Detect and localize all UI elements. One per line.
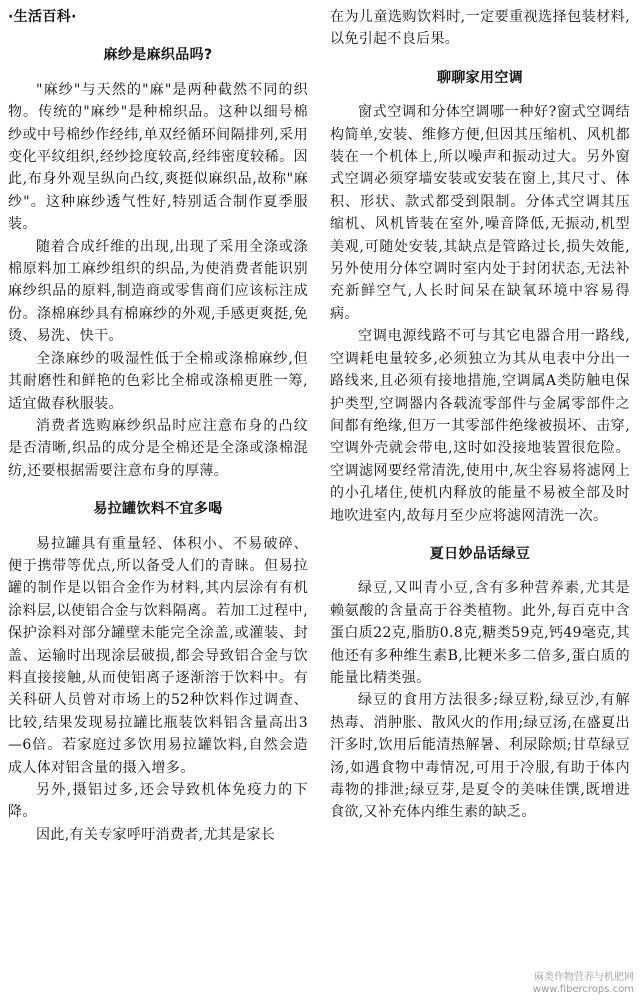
article-paragraph: 随着合成纤维的出现,出现了采用全涤或涤棉原料加工麻纱组织的织品,为使消费者能识别麻纱织品的原料,制造商或零售商们应该标注成份。涤棉麻纱具有棉麻纱的外观,手感更爽挺,免烫、易洗、快干。 — [8, 238, 308, 345]
article-title-aircon: 聊聊家用空调 — [436, 69, 524, 86]
section-tag: ·生活百科· — [8, 9, 77, 25]
article-paragraph: "麻纱"与天然的"麻"是两种截然不同的织物。传统的"麻纱"是种棉织品。这种以细号棉纱或中号棉纱作经纬,单双经循环间隔排列,采用变化平纹组织,经纱捻度较高,经纬密度较稀。因此,布身外观呈纵向凸纹,爽挺似麻织品,故称"麻纱"。这种麻纱透气性好,特别适合制作夏季服装。 — [8, 81, 308, 233]
right-column — [330, 6, 630, 824]
article-continuation: 在为儿童选购饮料时,一定要重视选择包装材料,以免引起不良后果。 — [330, 9, 630, 48]
article-title-mungbean: 夏日妙品话绿豆 — [429, 545, 531, 562]
article-paragraph: 消费者选购麻纱织品时应注意布身的凸纹是否清晰,织品的成分是全棉还是全涤或涤棉混纺,还要根据需要注意布身的厚薄。 — [8, 417, 308, 479]
left-column — [8, 6, 308, 846]
article-paragraph: 绿豆的食用方法很多;绿豆粉,绿豆沙,有解热毒、消肿胀、散风火的作用;绿豆汤,在盛夏出汗多时,饮用后能清热解暑、利尿除烦;甘草绿豆汤,如遇食物中毒情况,可用于冷服,有助于体内毒物的排泄;绿豆芽,是夏令的美味佳馔,既增进食欲,又补充体内维生素的缺乏。 — [330, 692, 630, 821]
watermark-site-name: 麻类作物营养与机肥网 — [534, 972, 634, 983]
article-paragraph: 另外,摄铝过多,还会导致机体免疫力的下降。 — [8, 782, 308, 821]
article-paragraph: 窗式空调和分体空调哪一种好?窗式空调结构简单,安装、维修方便,但因其压缩机、风机都装在一个机体上,所以噪声和振动过大。另外窗式空调必须穿墙安装或安装在窗上,其尺寸、体积、形状、款式都受到限制。分体式空调其压缩机、风机皆装在室外,噪音降低,无振动,机型美观,可随处安装,其缺点是管路过长,损失效能,另外使用分体空调时室内处于封闭状态,无法补充新鲜空气,人长时间呆在缺氧环境中容易得病。 — [330, 104, 630, 322]
watermark-url: www.fibercrops.com — [532, 984, 634, 995]
article-paragraph: 全涤麻纱的吸湿性低于全棉或涤棉麻纱,但其耐磨性和鲜艳的色彩比全棉或涤棉更胜一筹,适宜做春秋服装。 — [8, 350, 308, 412]
article-title-ramie: 麻纱是麻织品吗? — [103, 47, 213, 64]
article-paragraph: 空调电源线路不可与其它电器合用一路线,空调耗电量较多,必须独立为其从电表中分出一路线来,且必须有接地措施,空调属A类防触电保护类型,空调器内各载流零部件与金属零部件之间都有绝缘,但万一其零部件绝缘被损坏、击穿,空调外壳就会带电,这时如没接地装置很危险。空调滤网要经常清洗,使用中,灰尘容易将滤网上的小孔堵住,使机内释放的能量不易被全部及时地吹进室内,故每月至少应将滤网清洗一次。 — [330, 328, 630, 524]
article-paragraph: 因此,有关专家呼吁消费者,尤其是家长 — [36, 826, 276, 843]
article-paragraph: 易拉罐具有重量轻、体积小、不易破碎、便于携带等优点,所以备受人们的青睐。但易拉罐的制作是以铝合金作为材料,其内层涂有有机涂料层,以使铝合金与饮料隔离。若加工过程中,保护涂料对部分罐壁未能完全涂盖,或灌装、封盖、运输时出现涂层破损,都会导致铝合金与饮料直接接触,从而使铝离子逐渐溶于饮料中。有关科研人员曾对市场上的52种饮料作过调查、比较,结果发现易拉罐比瓶装饮料铝含量高出3—6倍。若家庭过多饮用易拉罐饮料,自然会造成人体对铝含量的摄入增多。 — [8, 535, 308, 776]
article-title-cans: 易拉罐饮料不宜多喝 — [93, 501, 223, 518]
watermark — [533, 972, 634, 996]
article-paragraph: 绿豆,又叫青小豆,含有多种营养素,尤其是赖氨酸的含量高于谷类植物。此外,每百克中含蛋白质22克,脂肪0.8克,糖类59克,钙49毫克,其他还有多种维生素B,比粳米多二倍多,蛋白质的能量比精类强。 — [330, 580, 630, 686]
